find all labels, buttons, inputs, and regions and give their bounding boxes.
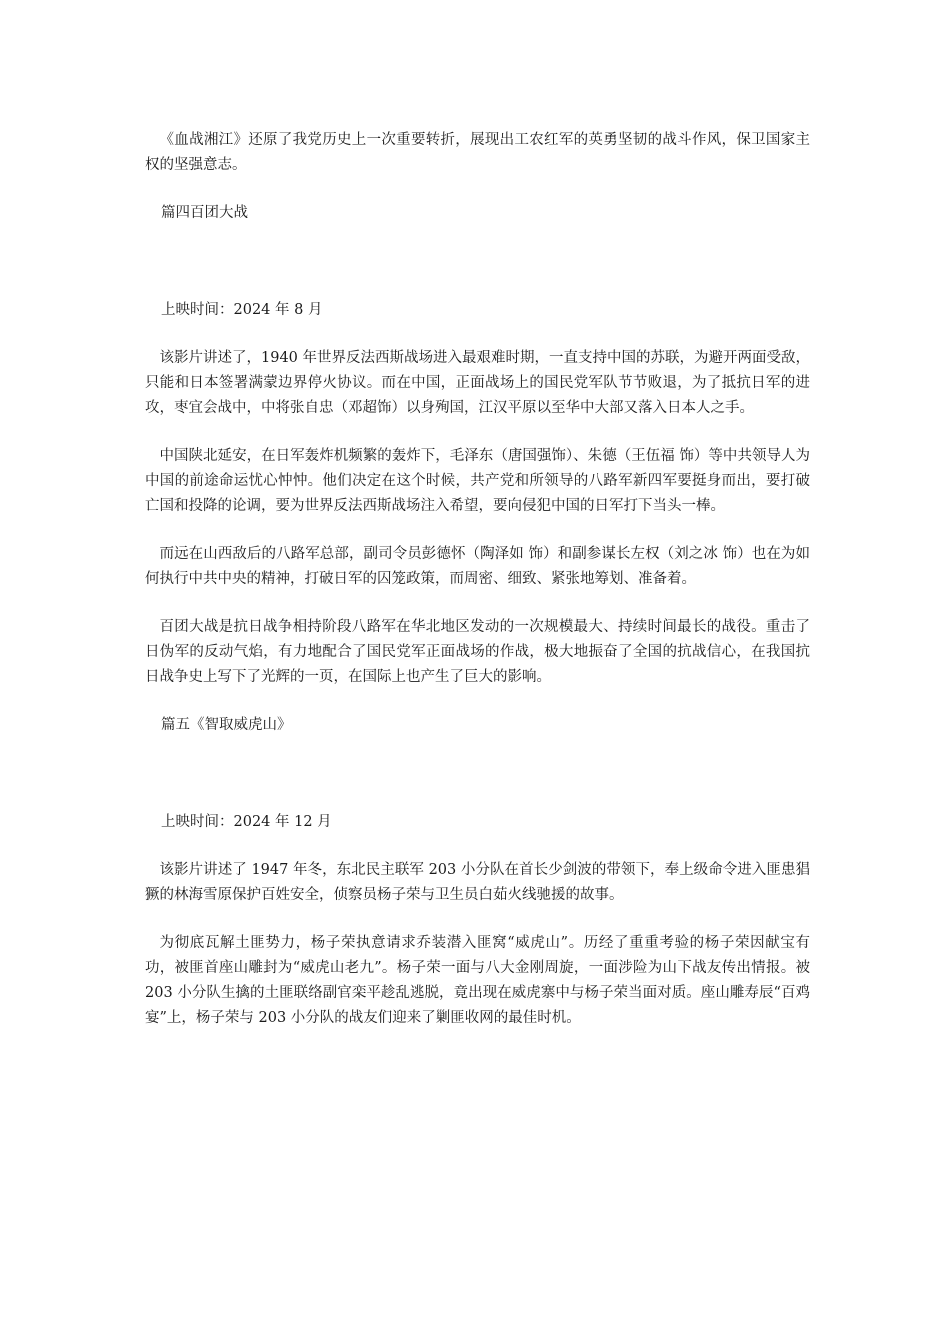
paragraph-synopsis-4: 百团大战是抗日战争相持阶段八路军在华北地区发动的一次规模最大、持续时间最长的战役。重击了日伪军的反动气焰，有力地配合了国民党军正面战场的作战，极大地振奋了全国的抗战信心，在我国抗日战争史上写下了光辉的一页，在国际上也产生了巨大的影响。 [145, 619, 810, 685]
paragraph-synopsis-1: 该影片讲述了，1940 年世界反法西斯战场进入最艰难时期，一直支持中国的苏联，为避开两面受敌，只能和日本签署满蒙边界停火协议。而在中国，正面战场上的国民党军队节节败退，为了抵抗日军的进攻，枣宜会战中，中将张自忠（邓超饰）以身殉国，江汉平原以至华中大部又落入日本人之手。 [145, 350, 811, 416]
document-body [145, 128, 810, 1031]
paragraph-synopsis-5: 该影片讲述了 1947 年冬，东北民主联军 203 小分队在首长少剑波的带领下，奉上级命令进入匪患猖獗的林海雪原保护百姓安全，侦察员杨子荣与卫生员白茹火线驰援的故事。 [145, 862, 810, 903]
paragraph-synopsis-6: 为彻底瓦解土匪势力，杨子荣执意请求乔装潜入匪窝“威虎山”。历经了重重考验的杨子荣因献宝有功，被匪首座山雕封为“威虎山老九”。杨子荣一面与八大金刚周旋，一面涉险为山下战友传出情报。被 203 小分队生擒的土匪联络副官栾平趁乱逃脱，竟出现在威虎寨中与杨子荣当面对质。座山雕寿辰“百鸡宴”上，杨子荣与 203 小分队的战友们迎来了剿匪收网的最佳时机。 [145, 935, 810, 1026]
release-date-part-five: 上映时间：2024 年 12 月 [161, 814, 332, 830]
paragraph-xuezhan-xiangjiang: 《血战湘江》还原了我党历史上一次重要转折，展现出工农红军的英勇坚韧的战斗作风，保卫国家主权的坚强意志。 [145, 132, 810, 173]
paragraph-synopsis-3: 而远在山西敌后的八路军总部，副司令员彭德怀（陶泽如 饰）和副参谋长左权（刘之冰 饰）也在为如何执行中共中央的精神，打破日军的囚笼政策，而周密、细致、紧张地筹划、准备着。 [145, 546, 810, 587]
heading-part-five: 篇五《智取威虎山》 [161, 717, 292, 733]
release-date-part-four: 上映时间：2024 年 8 月 [161, 302, 323, 318]
heading-part-four: 篇四百团大战 [161, 205, 248, 221]
paragraph-synopsis-2: 中国陕北延安，在日军轰炸机频繁的轰炸下，毛泽东（唐国强饰）、朱德（王伍福 饰）等中共领导人为中国的前途命运忧心忡忡。他们决定在这个时候，共产党和所领导的八路军新四军要挺身而出，要打破亡国和投降的论调，要为世界反法西斯战场注入希望，要向侵犯中国的日军打下当头一棒。 [145, 448, 810, 514]
